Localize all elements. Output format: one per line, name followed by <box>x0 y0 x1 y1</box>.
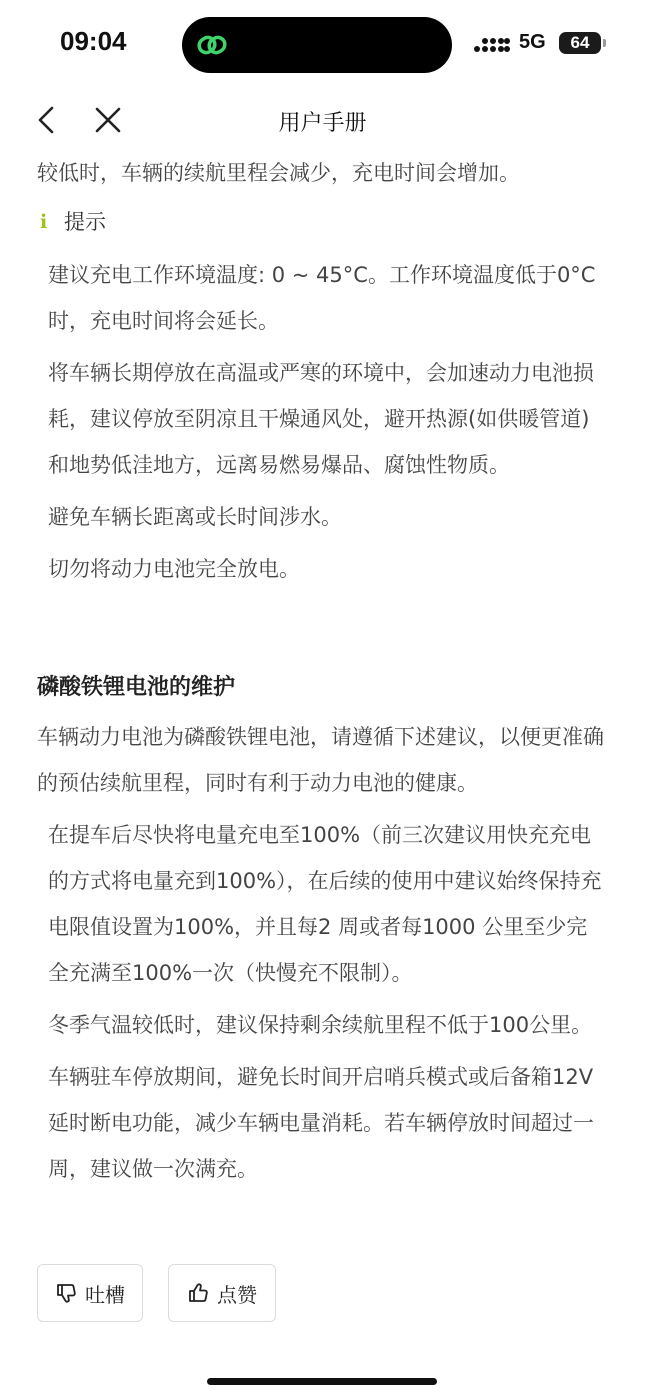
like-label: 点赞 <box>217 1282 257 1307</box>
tip-list <box>48 252 608 598</box>
info-icon: i <box>40 211 48 233</box>
home-indicator[interactable] <box>207 1378 437 1385</box>
section-list <box>48 812 608 1198</box>
paragraph: 较低时，车辆的续航里程会减少，充电时间会增加。 <box>37 161 520 185</box>
status-bar <box>0 0 645 90</box>
nav-bar <box>0 92 645 152</box>
link-app-icon <box>196 29 228 61</box>
section-item: 冬季气温较低时，建议保持剩余续航里程不低于100公里。 <box>48 1013 593 1037</box>
thumbs-up-icon <box>187 1281 211 1305</box>
tip-label: 提示 <box>64 210 106 234</box>
dislike-label: 吐槽 <box>85 1282 125 1307</box>
section-heading: 磷酸铁锂电池的维护 <box>37 675 236 700</box>
signal-icon <box>474 35 510 53</box>
like-button[interactable] <box>168 1264 276 1322</box>
tip-header <box>40 206 106 236</box>
tip-item: 建议充电工作环境温度: 0 ~ 45°C。工作环境温度低于0°C时，充电时间将会延长。 <box>48 263 596 333</box>
dislike-button[interactable] <box>37 1264 143 1322</box>
section-intro: 车辆动力电池为磷酸铁锂电池，请遵循下述建议，以便更准确的预估续航里程，同时有利于动力电池的健康。 <box>37 725 604 795</box>
tip-item: 避免车辆长距离或长时间涉水。 <box>48 505 342 529</box>
battery-icon: 64 <box>559 32 601 54</box>
status-time: 09:04 <box>60 26 127 56</box>
section-item: 车辆驻车停放期间，避免长时间开启哨兵模式或后备箱12V 延时断电功能，减少车辆电量消耗。若车辆停放时间超过一周，建议做一次满充。 <box>48 1065 594 1181</box>
dynamic-island <box>182 17 452 73</box>
page-title: 用户手册 <box>278 111 367 136</box>
thumbs-down-icon <box>55 1281 79 1305</box>
network-type: 5G <box>519 31 546 53</box>
tip-item: 将车辆长期停放在高温或严寒的环境中，会加速动力电池损耗，建议停放至阴凉且干燥通风处，避开热源(如供暖管道)和地势低洼地方，远离易燃易爆品、腐蚀性物质。 <box>48 361 594 477</box>
section-item: 在提车后尽快将电量充电至100%（前三次建议用快充充电的方式将电量充到100%），在后续的使用中建议始终保持充电限值设置为100%，并且每2 周或者每1000 公里至少完全充满至100%一次（快慢充不限制）。 <box>48 823 602 985</box>
tip-item: 切勿将动力电池完全放电。 <box>48 557 300 581</box>
